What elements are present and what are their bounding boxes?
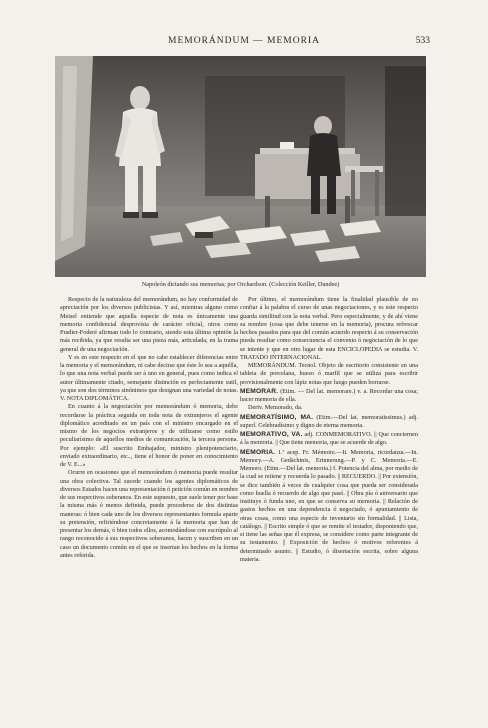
illustration-drawing <box>55 56 426 277</box>
entry-headword: MEMORIA. <box>240 448 276 456</box>
paragraph: Ocurre en ocasiones que el memorándum ó memoria puede resultar una obra colectiva. Tal sucede cuando los agentes diplomáticos de diversos Estados hacen una representación ó petición común en nombre de sus respectivos soberanos. En este supuesto, que suele tener por base la misma más ó menos definida, puede procederse de dos distintas maneras: ó bien cada uno de los diversos representantes formula aparte su pretensión, refiriéndose concretamente á la memoria que han de presentar los demás, ó bien todos ellos, acomodándose con escrúpulo al rango reconocido á sus respectivos soberanos, hacen y suscriben en un caso un documento común en el que se insertan los hechos en la forma antes referida. <box>60 469 238 559</box>
right-text-column <box>240 296 418 696</box>
entry-headword: MEMORAR. <box>240 387 279 395</box>
running-head <box>0 36 488 50</box>
entry-definition: adj. CONMEMORATIVO. || Que conciernen á la memoria. || Que tiene memoria, que se acuerde de algo. <box>240 431 418 447</box>
entry-headword: MEMORATÍSIMO, MA. <box>240 413 314 421</box>
paragraph: Deriv. Memorado, da. <box>248 404 303 412</box>
paragraph: MEMORÁNDUM. Tecnol. Objeto de escritorio consistente en una tableta de porcelana, hueso ó marfil que se utiliza para escribir provisionalmente con lápiz notas que luego pueden borrarse. <box>240 362 418 386</box>
dictionary-entry <box>240 388 418 405</box>
paragraph: Y es en este respecto en el que no cabe establecer diferencias entre la memoria y el memorándum, ni cabe decirse que éste lo sea a aquélla, lo que una nota verbal puede ser á uno en general, pues como indica el autor últimamente citado, semejante distinción es perfectamente sutil, ya que son dos términos sinónimos que designan una variedad de notas. V. NOTA DIPLOMÁTICA. <box>60 353 238 402</box>
paragraph: Por último, el memorándum tiene la finalidad plausible de no confiar á la palabra el curso de unas negociaciones, y es este respecto guarda similitud con la nota verbal. Pero especialmente, y de ahí viene su nombre (cosa que debe tenerse en la memoria), procura refrescar hechos pasados para que del común acuerdo respecto á su conservación pueda resultar como consecuencia el convenio ó negociación de lo que se intente y que en otro lugar de esta ENCICLOPEDIA se estudia. V. TRATADO INTERNACIONAL. <box>240 296 418 361</box>
dictionary-entry <box>240 431 418 448</box>
entry-definition: (Etim. — Del lat. memorare.) v. a. Recordar una cosa; hacer memoria de ella. <box>240 387 418 403</box>
page-number: 533 <box>415 36 430 46</box>
napoleon-illustration <box>55 56 426 277</box>
dictionary-entry <box>240 449 418 565</box>
entry-definition: 1.ª acep. Fr. Mémoire.—It. Memoria, ricordanza.—In. Memory.—A. Gedächtnis, Erinnerung.—P. y C. Memoria.—E. Memoro. (Etim.—Del lat. memoria.) f. Potencia del alma, por medio de la cual se retiene y recuerda lo pasado. || RECUERDO. || Por extensión, se dice también á veces de cualquier cosa que pueda ser considerada como huella ó recuerdo de algo que pasó. || Obra pía ó aniversario que instituye ó funda uno, en que se conserva su memoria. || Relación de gastos hechos en una dependencia ó negociado, ó apuntamiento de otras cosas, como una especie de inventario sin formalidad. || Lista, catálogo. || Escrito simple ó que se remite el testador, disponiendo que, si tiene las señas que él expresa, se considere como parte integrante de su testamento. || Exposición de hechos ó motivos referentes á determinado asunto. || Estudio, ó disertación escrita, sobre alguna materia. <box>240 448 418 563</box>
figure-caption: Napoleón dictando sus memorias; por Orchardson. (Colección Keiller, Dundee) <box>141 281 340 288</box>
entry-headword: MEMORATIVO, VA. <box>240 431 303 438</box>
dictionary-entry <box>240 414 418 431</box>
paragraph: Respecto de la naturaleza del memorándum, no hay conformidad de apreciación por los diversos publicistas. Y así, mientras alguno como Meisel entiende que aquella especie de nota es únicamente una memoria confidencial desprovista de carácter oficial, otros como Pradier-Foderé afirman todo lo contrario, siendo esta última opinión la más recibida, ya que resulta ser una pieza más, articulada, en la trama general de una negociación. <box>60 296 238 353</box>
paragraph: En cuanto á la negociación por memorándum ó memoria, debe recordarse la práctica seguida en toda nota de extranjeros el agente diplomático acreditado en un país con el ministro encargado en el mismo de los negocios extranjeros y de utilizarse como estilo peculiarísimo de aquellos medios de comunicación, la tercera persona. Por ejemplo: «El suscrito Embajador, ministro plenipotenciario, enviado extraordinario, etc.., tiene el honor de poner en conocimiento de V. E...» <box>60 403 238 468</box>
page-running-title: MEMORÁNDUM — MEMORIA <box>168 36 320 46</box>
entry-definition: (Etim.—Del lat. memoratissimus.) adj. superl. Celebradísimo y digno de eterna memoria. <box>240 413 418 429</box>
left-text-column <box>60 296 238 696</box>
